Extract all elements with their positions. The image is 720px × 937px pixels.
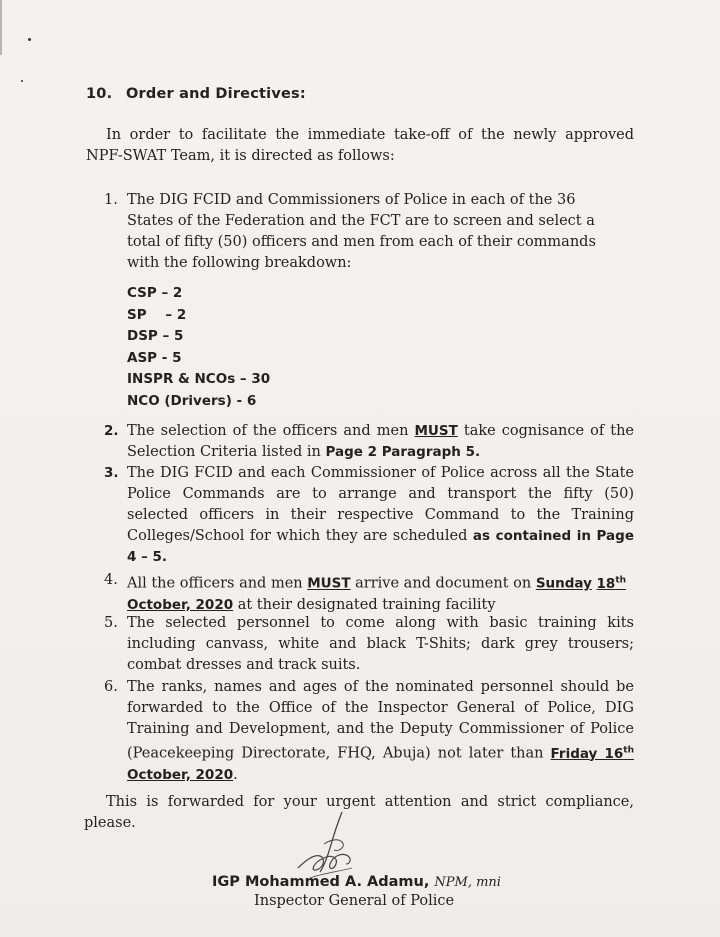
margin-rule xyxy=(0,0,2,55)
item-number: 4. xyxy=(104,572,118,588)
section-number: 10. xyxy=(86,86,113,102)
item-2-text: The selection of the officers and men xyxy=(127,423,415,439)
must-emphasis: MUST xyxy=(307,575,351,592)
date-suffix: th xyxy=(615,575,627,585)
item-1-line: total of fifty (50) officers and men from each of their commands xyxy=(127,234,596,250)
item-number: 6. xyxy=(104,679,118,695)
signatory-name xyxy=(212,874,501,890)
signatory-honours: NPM, mni xyxy=(434,875,501,890)
directive-item-4 xyxy=(104,570,634,616)
directive-item-2 xyxy=(104,421,634,463)
directive-item-5 xyxy=(104,613,634,676)
directive-item-3 xyxy=(104,463,634,568)
breakdown-row: INSPR & NCOs – 30 xyxy=(127,371,271,387)
directive-item-1 xyxy=(104,190,634,274)
item-4-text: arrive and document on xyxy=(350,575,536,592)
must-emphasis: MUST xyxy=(414,423,458,439)
breakdown-row: NCO (Drivers) - 6 xyxy=(127,392,257,409)
date-suffix: th xyxy=(623,745,634,755)
item-number: 5. xyxy=(104,615,118,631)
signatory-title: Inspector General of Police xyxy=(254,893,455,909)
item-number: 1. xyxy=(104,192,118,208)
item-4-text: at their designated training facility xyxy=(233,596,496,613)
scan-speck xyxy=(28,38,31,41)
item-1-line: with the following breakdown: xyxy=(127,255,352,271)
directive-item-6 xyxy=(104,677,634,786)
item-5-text: The selected personnel to come along with basic training kits including canvass, white and black T-Shits; dark grey trousers; combat dresses and track suits. xyxy=(127,615,634,673)
intro-paragraph: In order to facilitate the immediate take-off of the newly approved NPF-SWAT Team, it is directed as follows: xyxy=(86,127,634,164)
item-4-text: All the officers and men xyxy=(127,575,308,592)
item-1-line: The DIG FCID and Commissioners of Police in each of the 36 xyxy=(127,192,576,208)
scan-speck xyxy=(21,80,23,82)
page-reference: Page 2 Paragraph 5. xyxy=(325,444,481,460)
rank-breakdown-list xyxy=(127,283,270,412)
item-6-text: The ranks, names and ages of the nominated personnel should be forwarded to the Office of the Inspector General of Police, DIG Training and Development, and the Deputy Commissioner of Police (Peacekeeping Directorate, FHQ, Abuja) not later than xyxy=(127,679,634,762)
section-heading xyxy=(86,86,306,102)
item-6-end: . xyxy=(233,766,238,783)
date-day: Friday 16 xyxy=(550,745,624,762)
closing-paragraph: This is forwarded for your urgent attention and strict compliance, please. xyxy=(84,794,634,831)
signatory-name-text: IGP Mohammed A. Adamu, xyxy=(212,874,430,890)
item-number: 3. xyxy=(104,465,119,481)
item-3-text: The DIG FCID and each Commissioner of Police across all the State Police Commands are to arrange and transport the fifty (50) selected officers in their respective Command to the Training Colleges/School for which they are scheduled xyxy=(127,465,634,544)
breakdown-row: ASP - 5 xyxy=(127,349,182,366)
date-rest: October, 2020 xyxy=(127,596,234,613)
breakdown-row: DSP – 5 xyxy=(127,328,184,344)
item-number: 2. xyxy=(104,423,119,439)
breakdown-row: CSP – 2 xyxy=(127,285,183,301)
handwritten-signature xyxy=(280,808,380,883)
date-day: 18 xyxy=(596,575,616,592)
item-1-line: States of the Federation and the FCT are to screen and select a xyxy=(127,213,595,229)
date-emphasis: Sunday xyxy=(535,575,592,592)
item-2-text: take cognisance of the Selection Criteria listed in xyxy=(127,423,634,460)
section-title: Order and Directives: xyxy=(126,86,306,102)
breakdown-row: SP – 2 xyxy=(127,306,187,323)
date-rest: October, 2020 xyxy=(127,766,234,783)
page-reference: as contained in Page 4 – 5. xyxy=(127,528,634,565)
